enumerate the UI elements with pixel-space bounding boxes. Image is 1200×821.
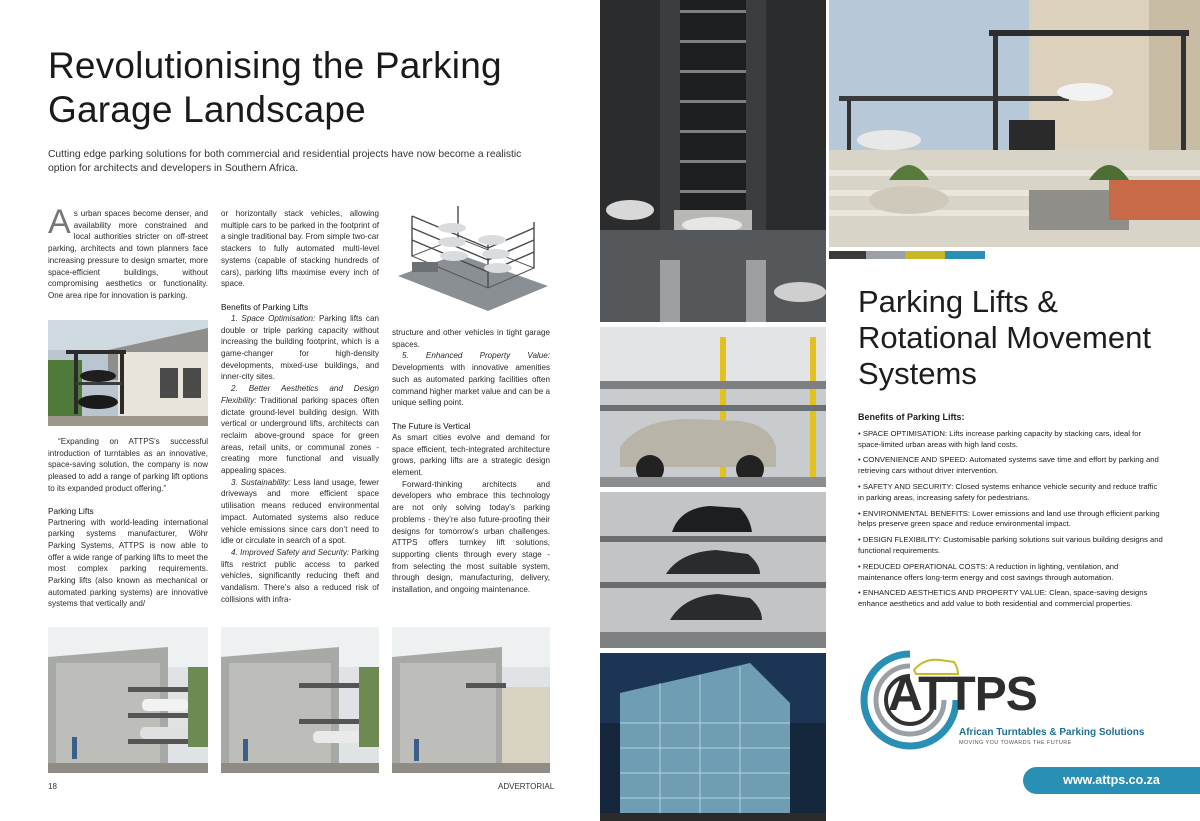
column-1	[48, 203, 208, 302]
benefit-item: • SAFETY AND SECURITY: Closed systems enhance vehicle security and reduce traffic in parking areas, increasing safety for pedestrians.	[858, 481, 1158, 502]
color-bar-3	[905, 251, 945, 259]
benefit-1: 1. Space Optimisation: Parking lifts can double or triple parking capacity without increasing the building footprint, which is a game-changer for high-density developments, mixed-use buildings, and inner-city sites.	[221, 313, 379, 382]
photo-stacked-suvs	[600, 492, 826, 648]
column-3	[392, 327, 550, 596]
right-page-title: Parking Lifts & Rotational Movement Systems	[858, 284, 1151, 391]
color-bar-2	[866, 251, 905, 259]
attps-logo	[858, 648, 1178, 753]
benefits-list	[858, 412, 1164, 615]
color-bar-1	[829, 251, 866, 259]
article-intro: Cutting edge parking solutions for both commercial and residential projects have now become a realistic option for architects and developers in Southern Africa.	[48, 149, 522, 174]
benefits-heading: Benefits of Parking Lifts:	[858, 412, 965, 422]
logo-wordmark: ATTPS	[888, 668, 1037, 721]
photo-carport-villa	[829, 0, 1200, 247]
future-paragraph-2: Forward-thinking architects and developers who embrace this technology are not only solving today’s parking problems - they’re also future-proofing their designs for tomorrow’s urban challenges. ATTPS offers turnkey lift solutions, supporting clients through every stage - from selecting the most suitable system, through design, manufacturing, delivery, installation, and ongoing maintenance.	[392, 479, 550, 595]
column-1-continued	[48, 436, 208, 610]
benefit-3: 3. Sustainability: Less land usage, fewer driveways and more efficient space utilisation means reduced environmental impact. Automated systems also reduce vehicle emissions since cars don’t need to idle or circulate in search of a spot.	[221, 477, 379, 546]
photo-building-3	[392, 627, 550, 773]
footer-advertorial: ADVERTORIAL	[498, 782, 555, 791]
website-link[interactable]: www.attps.co.za	[1023, 767, 1200, 794]
logo-company-name: African Turntables & Parking Solutions	[959, 727, 1145, 738]
column-2	[221, 208, 379, 606]
photo-tower-shaft	[600, 0, 826, 322]
photo-building-1	[48, 627, 208, 773]
dropcap: A	[48, 203, 71, 241]
benefit-item: • SPACE OPTIMISATION: Lifts increase parking capacity by stacking cars, ideal for space-limited urban areas with high land costs.	[858, 428, 1142, 449]
article-title: Revolutionising the Parking Garage Landscape	[48, 45, 502, 130]
color-bar-4	[945, 251, 985, 259]
photo-glass-building-night	[600, 653, 826, 821]
benefit-item: • DESIGN FLEXIBILITY: Customisable parking solutions suit various building designs and functional requirements.	[858, 535, 1163, 555]
benefit-2: 2. Better Aesthetics and Design Flexibility: Traditional parking spaces often dictate ground-level building design. With vertical or underground lifts, architects can reclaim above-ground space for green areas, retail units, or communal zones - creating more functional and visually appealing spaces.	[221, 384, 379, 476]
lead-text: s urban spaces become denser, and availability more constrained and local authorities stricter on off-street parking, architects and town planners face increasing pressure to design smarter, more space-efficient buildings, without compromising aesthetics or functionality. One area ripe for innovation is parking.	[48, 209, 208, 300]
lead-paragraph	[48, 203, 208, 302]
continued-paragraph-3: structure and other vehicles in tight garage spaces.	[392, 328, 550, 349]
continued-paragraph: or horizontally stack vehicles, allowing multiple cars to be parked in the footprint of a single traditional bay. From simple two-car stackers to fully automated multi-level systems (capable of stacking hundreds of cars), parking lifts maximise every inch of space.	[221, 209, 379, 289]
parking-lifts-paragraph: Partnering with world-leading international parking systems manufacturer, Wöhr Parking Systems, ATTPS is now able to offer a wide range of parking lifts to meet the most complex parking requirements. Parking lifts (also known as mechanical or automated parking systems) are innovative systems that vertically and/	[48, 517, 208, 609]
heading-parking-lifts: Parking Lifts	[48, 505, 94, 516]
page-number: 18	[48, 782, 57, 791]
heading-future: The Future is Vertical	[392, 420, 471, 431]
stacker-diagram	[392, 206, 550, 316]
benefit-item: • ENVIRONMENTAL BENEFITS: Lower emissions and land use through efficient parking helps preserve green space and reduce environmental impact.	[858, 508, 1160, 529]
future-paragraph-1: As smart cities evolve and demand for space efficient, tech-integrated architecture grows, parking lifts are a strategic design element.	[392, 432, 550, 478]
logo-tagline: MOVING YOU TOWARDS THE FUTURE	[959, 740, 1072, 746]
photo-carport-lift	[48, 320, 208, 426]
benefit-item: • CONVENIENCE AND SPEED: Automated systems save time and effort by parking and retrieving cars without driver intervention.	[858, 455, 1159, 476]
photo-car-lift	[600, 327, 826, 487]
benefit-item: • ENHANCED AESTHETICS AND PROPERTY VALUE: Clean, space-saving designs enhance aesthetics and add value to both residential and commercial properties.	[858, 588, 1148, 609]
photo-building-2	[221, 627, 379, 773]
benefit-5: 5. Enhanced Property Value: Developments with innovative amenities such as automated parking facilities often command higher market value and can be a unique selling point.	[392, 351, 550, 408]
benefit-item: • REDUCED OPERATIONAL COSTS: A reduction in lighting, ventilation, and maintenance offers long-term energy and cost savings through automation.	[858, 561, 1119, 582]
quote-paragraph: “Expanding on ATTPS’s successful introduction of turntables as an innovative, space-saving solution, the company is now pleased to add a range of parking lift options to its expanded product offering.”	[48, 437, 208, 493]
heading-benefits: Benefits of Parking Lifts	[221, 301, 309, 312]
benefit-4: 4. Improved Safety and Security: Parking lifts restrict public access to parked vehicles, significantly reducing theft and vandalism. There’s also a reduced risk of collisions with infra-	[221, 547, 379, 604]
